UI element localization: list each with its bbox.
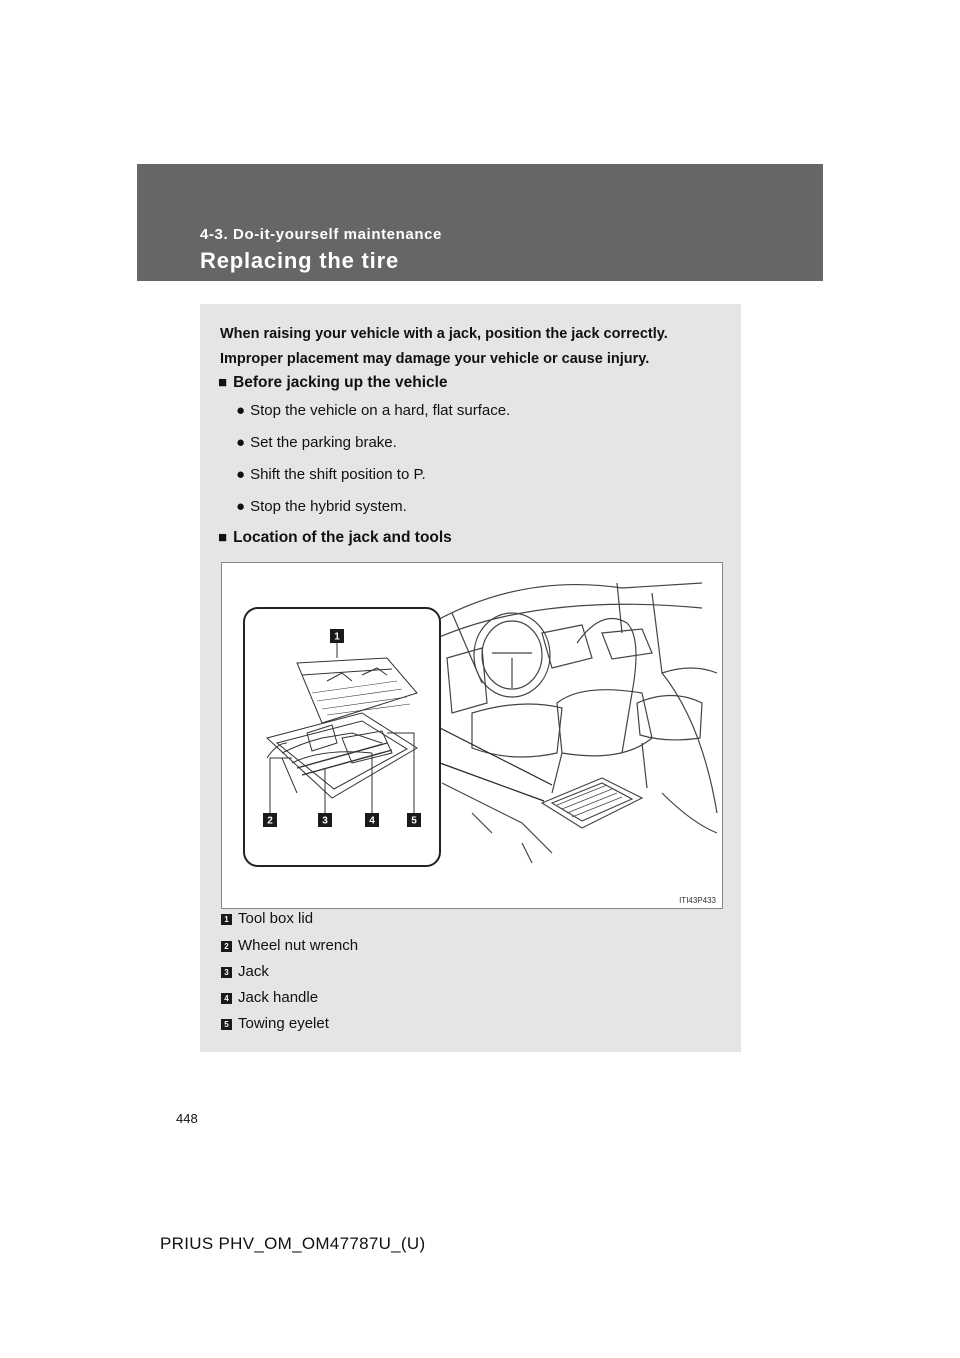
legend-item — [221, 963, 269, 981]
heading-location — [218, 529, 452, 547]
legend-item — [221, 937, 358, 955]
heading-before-jacking — [218, 374, 448, 392]
callout-number-3: 3 — [322, 815, 328, 827]
legend-item — [221, 910, 313, 928]
list-item — [236, 466, 426, 483]
list-item — [236, 402, 510, 419]
number-3-icon: 3 — [221, 967, 232, 978]
list-item-text: Shift the shift position to P. — [250, 466, 426, 483]
number-5-icon: 5 — [221, 1019, 232, 1030]
page-number: 448 — [176, 1111, 198, 1126]
callout-number-4: 4 — [369, 815, 375, 827]
footer-code: PRIUS PHV_OM_OM47787U_(U) — [160, 1234, 426, 1253]
legend-item — [221, 989, 318, 1007]
inset-frame — [244, 608, 440, 866]
round-bullet-icon: ● — [236, 402, 246, 419]
section-header — [137, 164, 823, 281]
round-bullet-icon: ● — [236, 466, 246, 483]
legend-label: Jack — [238, 963, 269, 980]
callout-number-1: 1 — [334, 631, 340, 643]
warning-line-1: When raising your vehicle with a jack, position the jack correctly. — [220, 326, 668, 342]
number-1-icon: 1 — [221, 914, 232, 925]
section-label: 4-3. Do-it-yourself maintenance — [200, 226, 442, 243]
warning-text — [220, 322, 725, 372]
round-bullet-icon: ● — [236, 434, 246, 451]
legend-item — [221, 1015, 329, 1033]
list-item — [236, 498, 407, 515]
figure-code: ITI43P433 — [679, 896, 716, 905]
car-interior-illustration — [222, 563, 722, 908]
callout-number-5: 5 — [411, 815, 417, 827]
legend-label: Towing eyelet — [238, 1015, 329, 1032]
list-item — [236, 434, 397, 451]
heading-text: Location of the jack and tools — [233, 529, 452, 546]
list-item-text: Set the parking brake. — [250, 434, 397, 451]
page-title: Replacing the tire — [200, 248, 399, 273]
list-item-text: Stop the hybrid system. — [250, 498, 407, 515]
legend-label: Wheel nut wrench — [238, 937, 359, 954]
square-bullet-icon: ■ — [218, 529, 228, 546]
number-2-icon: 2 — [221, 941, 232, 952]
square-bullet-icon: ■ — [218, 374, 228, 391]
callout-number-2: 2 — [267, 815, 273, 827]
number-4-icon: 4 — [221, 993, 232, 1004]
heading-text: Before jacking up the vehicle — [233, 374, 448, 391]
round-bullet-icon: ● — [236, 498, 246, 515]
jack-location-figure — [221, 562, 723, 909]
warning-line-2: Improper placement may damage your vehicle or cause injury. — [220, 351, 650, 367]
list-item-text: Stop the vehicle on a hard, flat surface. — [250, 402, 511, 419]
caution-panel — [200, 304, 741, 1052]
legend-label: Jack handle — [238, 989, 319, 1006]
legend-label: Tool box lid — [238, 910, 314, 927]
